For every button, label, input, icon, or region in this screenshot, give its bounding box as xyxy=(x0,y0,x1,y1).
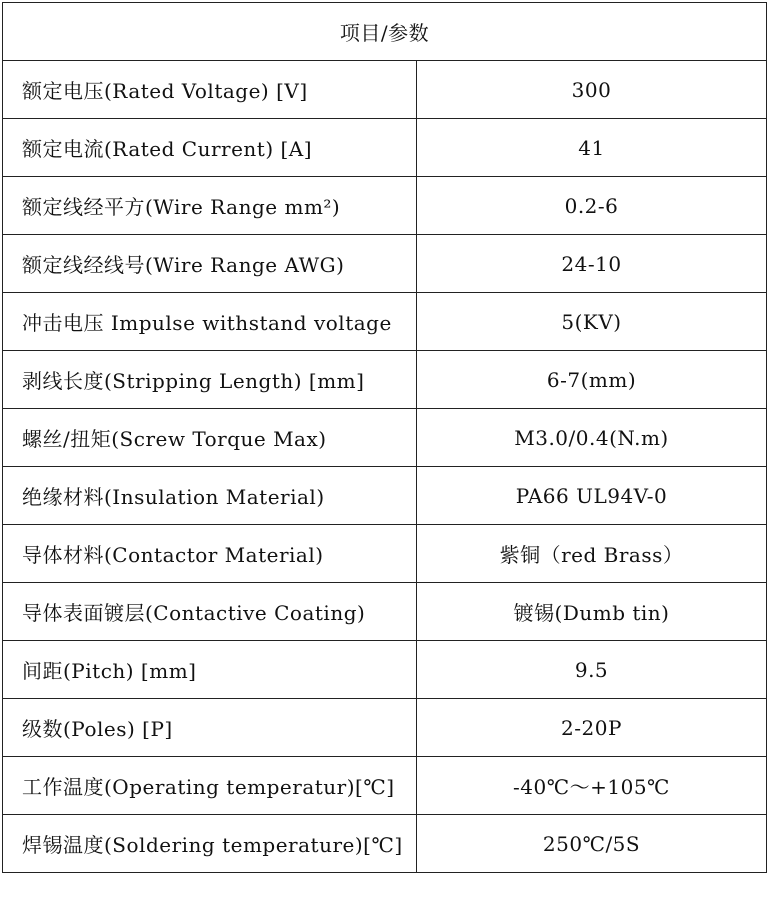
spec-value-rated-voltage: 300 xyxy=(417,61,767,119)
spec-name-contactive-coating: 导体表面镀层(Contactive Coating) xyxy=(3,583,417,641)
table-row xyxy=(3,815,767,873)
table-row xyxy=(3,699,767,757)
spec-value-stripping-length: 6-7(mm) xyxy=(417,351,767,409)
table-row xyxy=(3,61,767,119)
spec-value-wire-range-awg: 24-10 xyxy=(417,235,767,293)
spec-name-wire-range-mm2: 额定线经平方(Wire Range mm²) xyxy=(3,177,417,235)
spec-value-rated-current: 41 xyxy=(417,119,767,177)
spec-value-contactor-material: 紫铜（red Brass） xyxy=(417,525,767,583)
table-row xyxy=(3,119,767,177)
table-row xyxy=(3,525,767,583)
spec-value-poles: 2-20P xyxy=(417,699,767,757)
spec-value-wire-range-mm2: 0.2-6 xyxy=(417,177,767,235)
table-row xyxy=(3,409,767,467)
spec-name-rated-voltage: 额定电压(Rated Voltage) [V] xyxy=(3,61,417,119)
spec-value-pitch: 9.5 xyxy=(417,641,767,699)
table-row xyxy=(3,177,767,235)
spec-name-soldering-temperature: 焊锡温度(Soldering temperature)[℃] xyxy=(3,815,417,873)
spec-value-soldering-temperature: 250℃/5S xyxy=(417,815,767,873)
spec-name-operating-temperature: 工作温度(Operating temperatur)[℃] xyxy=(3,757,417,815)
table-row xyxy=(3,757,767,815)
table-row xyxy=(3,641,767,699)
table-header-row xyxy=(3,3,767,61)
spec-name-contactor-material: 导体材料(Contactor Material) xyxy=(3,525,417,583)
spec-value-insulation-material: PA66 UL94V-0 xyxy=(417,467,767,525)
spec-value-impulse-voltage: 5(KV) xyxy=(417,293,767,351)
spec-value-screw-torque: M3.0/0.4(N.m) xyxy=(417,409,767,467)
spec-value-contactive-coating: 镀锡(Dumb tin) xyxy=(417,583,767,641)
spec-name-insulation-material: 绝缘材料(Insulation Material) xyxy=(3,467,417,525)
spec-name-pitch: 间距(Pitch) [mm] xyxy=(3,641,417,699)
spec-name-wire-range-awg: 额定线经线号(Wire Range AWG) xyxy=(3,235,417,293)
spec-name-rated-current: 额定电流(Rated Current) [A] xyxy=(3,119,417,177)
spec-table xyxy=(2,2,767,873)
spec-name-stripping-length: 剥线长度(Stripping Length) [mm] xyxy=(3,351,417,409)
table-row xyxy=(3,583,767,641)
spec-value-operating-temperature: -40℃～+105℃ xyxy=(417,757,767,815)
table-row xyxy=(3,467,767,525)
table-row xyxy=(3,235,767,293)
spec-name-impulse-voltage: 冲击电压 Impulse withstand voltage xyxy=(3,293,417,351)
spec-name-screw-torque: 螺丝/扭矩(Screw Torque Max) xyxy=(3,409,417,467)
table-header: 项目/参数 xyxy=(3,3,767,61)
spec-name-poles: 级数(Poles) [P] xyxy=(3,699,417,757)
table-row xyxy=(3,351,767,409)
table-row xyxy=(3,293,767,351)
